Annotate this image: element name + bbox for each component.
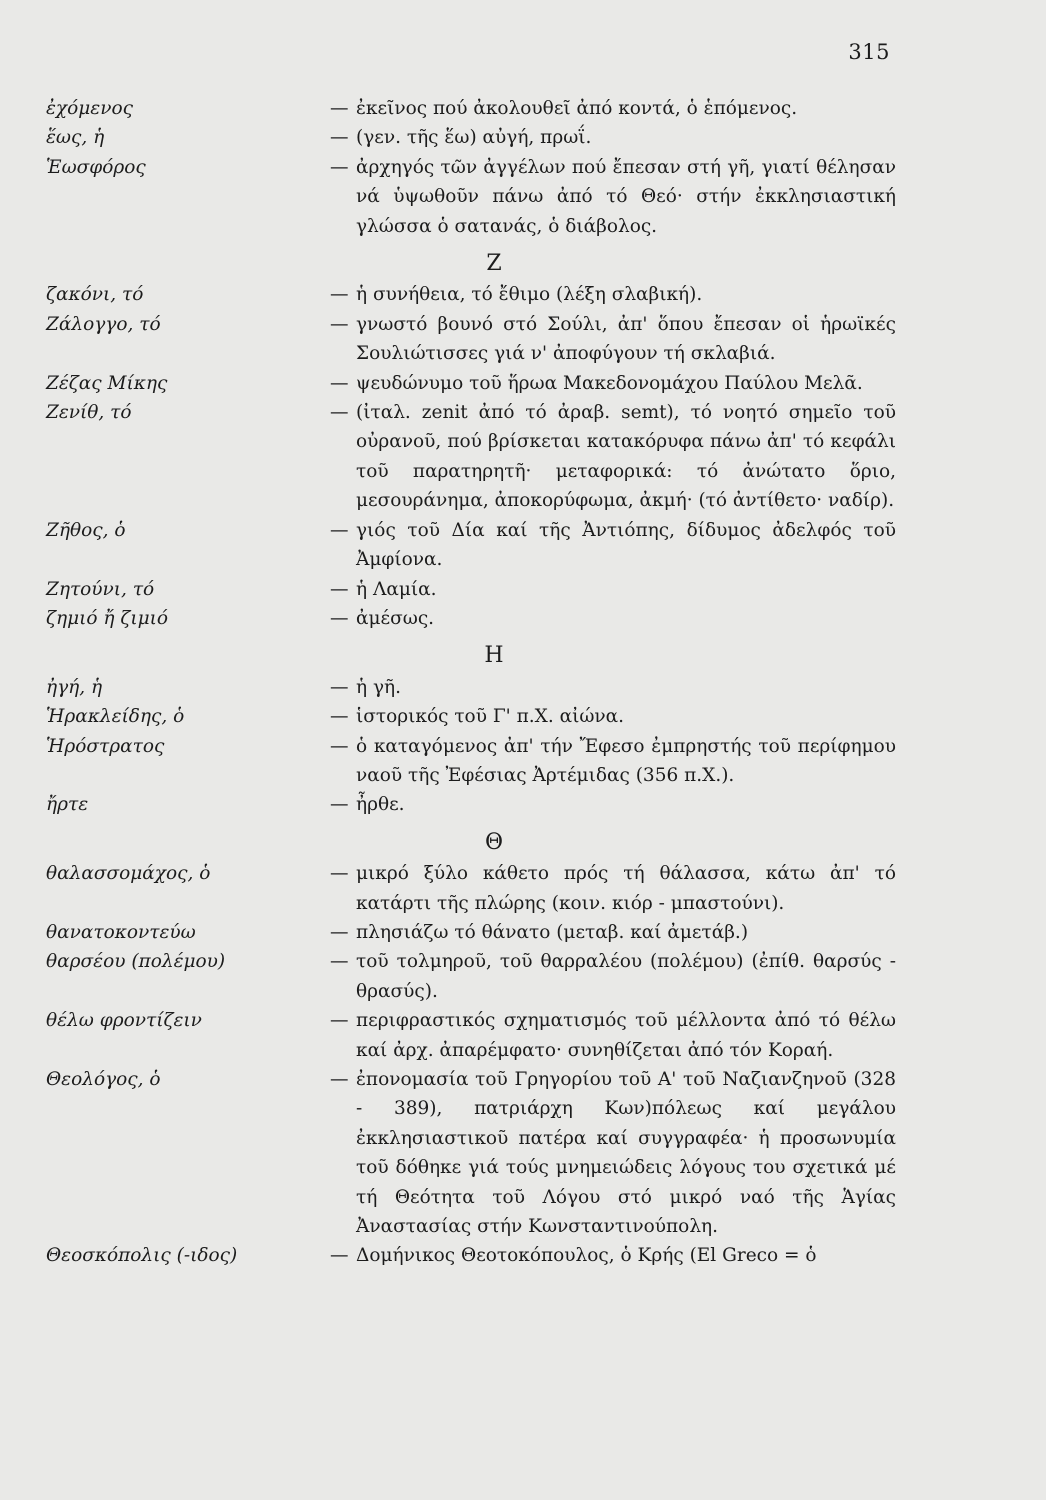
entry-term: Ἡρόστρατος bbox=[46, 735, 165, 757]
glossary-entry bbox=[46, 859, 896, 918]
entry-definition: ψευδώνυμο τοῦ ἥρωα Μακεδονομάχου Παύλου Μελᾶ. bbox=[356, 372, 863, 394]
entry-term: Θεοσκόπολις (-ιδος) bbox=[46, 1245, 238, 1267]
entry-term: ἤρτε bbox=[46, 794, 89, 816]
glossary-entry bbox=[46, 947, 896, 1006]
entry-definition: ἡ Λαμία. bbox=[356, 578, 437, 600]
entry-definition: (ἰταλ. zenit ἀπό τό ἀραβ. semt), τό νοητό σημεῖο τοῦ οὐρανοῦ, πού βρίσκεται κατακόρυφα πάνω ἀπ' τό κεφάλι τοῦ παρατηρητῆ· μεταφορικά: τό ἀνώτατο ὅριο, μεσουράνημα, ἀποκορύφωμα, ἀκμή· (τό ἀντίθετο· ναδίρ). bbox=[356, 402, 896, 512]
entry-dash: — bbox=[330, 1069, 349, 1090]
glossary-entries bbox=[46, 94, 896, 1271]
entry-term: ἕως, ἡ bbox=[46, 127, 105, 149]
entry-dash: — bbox=[330, 284, 349, 306]
entry-term: Ζενίθ, τό bbox=[46, 402, 132, 424]
entry-definition: περιφραστικός σχηματισμός τοῦ μέλλοντα ἀπό τό θέλω καί ἀρχ. ἀπαρέμφατο· συνηθίζεται ἀπό τόν Κοραή. bbox=[356, 1010, 896, 1061]
entry-definition: ἡ γῆ. bbox=[356, 676, 401, 698]
glossary-entry bbox=[46, 673, 896, 702]
entry-term: Ζάλογγο, τό bbox=[46, 313, 161, 335]
section-heading-theta: Θ bbox=[484, 829, 504, 855]
entry-definition: γιός τοῦ Δία καί τῆς Ἀντιόπης, δίδυμος ἀδελφός τοῦ Ἀμφίονα. bbox=[356, 519, 896, 571]
entry-definition: τοῦ τολμηροῦ, τοῦ θαρραλέου (πολέμου) (ἐπίθ. θαρσύς - θρασύς). bbox=[356, 951, 896, 1002]
glossary-entry bbox=[46, 94, 896, 123]
entry-definition: πλησιάζω τό θάνατο (μεταβ. καί ἀμετάβ.) bbox=[356, 921, 749, 943]
entry-dash: — bbox=[330, 863, 349, 885]
glossary-entry bbox=[46, 1065, 896, 1241]
entry-dash: — bbox=[330, 794, 349, 816]
entry-dash: — bbox=[330, 676, 349, 698]
entry-term: θανατοκοντεύω bbox=[46, 921, 196, 943]
entry-definition: μικρό ξύλο κάθετο πρός τή θάλασσα, κάτω ἀπ' τό κατάρτι τῆς πλώρης (κοιν. κιόρ - μπαστούνι). bbox=[356, 863, 896, 914]
entry-term: θαρσέου (πολέμου) bbox=[46, 951, 226, 973]
glossary-entry bbox=[46, 575, 896, 604]
entry-dash: — bbox=[330, 578, 349, 600]
glossary-entry bbox=[46, 732, 896, 791]
glossary-entry bbox=[46, 398, 896, 516]
entry-dash: — bbox=[330, 921, 349, 943]
glossary-entry bbox=[46, 280, 896, 309]
glossary-entry bbox=[46, 369, 896, 398]
entry-definition: γνωστό βουνό στό Σούλι, ἀπ' ὅπου ἔπεσαν οἱ ἡρωϊκές Σουλιώτισσες γιά ν' ἀποφύγουν τή σκλαβιά. bbox=[356, 313, 896, 365]
entry-dash: — bbox=[330, 951, 349, 973]
entry-dash: — bbox=[330, 1245, 349, 1267]
entry-dash: — bbox=[330, 706, 349, 728]
entry-term: Ζῆθος, ὁ bbox=[46, 519, 126, 541]
entry-term: Ζητούνι, τό bbox=[46, 578, 155, 600]
entry-definition: ἱστορικός τοῦ Γ' π.Χ. αἰώνα. bbox=[356, 706, 625, 728]
glossary-entry bbox=[46, 1006, 896, 1065]
page-number: 315 bbox=[848, 40, 890, 64]
entry-term: Ἡρακλείδης, ὁ bbox=[46, 706, 185, 728]
entry-dash: — bbox=[330, 519, 349, 541]
entry-definition: ἡ συνήθεια, τό ἔθιμο (λέξη σλαβική). bbox=[356, 284, 703, 306]
entry-definition: ἦρθε. bbox=[356, 794, 405, 816]
glossary-entry bbox=[46, 604, 896, 633]
glossary-entry bbox=[46, 702, 896, 731]
entry-dash: — bbox=[330, 1010, 349, 1032]
entry-term: Ἑωσφόρος bbox=[46, 156, 146, 178]
entry-term: Ζέζας Μίκης bbox=[46, 372, 168, 394]
entry-dash: — bbox=[330, 372, 349, 394]
glossary-entry bbox=[46, 310, 896, 369]
entry-definition: ἐκεῖνος πού ἀκολουθεῖ ἀπό κοντά, ὁ ἑπόμενος. bbox=[356, 98, 798, 119]
glossary-entry bbox=[46, 918, 896, 947]
entry-term: Θεολόγος, ὁ bbox=[46, 1069, 161, 1090]
entry-dash: — bbox=[330, 156, 349, 178]
entry-definition: ὁ καταγόμενος ἀπ' τήν Ἔφεσο ἐμπρηστής τοῦ περίφημου ναοῦ τῆς Ἐφέσιας Ἀρτέμιδας (356 π.Χ.). bbox=[356, 735, 896, 786]
entry-dash: — bbox=[330, 127, 349, 149]
entry-dash: — bbox=[330, 735, 349, 757]
section-heading-eta: Η bbox=[484, 643, 504, 669]
entry-definition: Δομήνικος Θεοτοκόπουλος, ὁ Κρής (El Greco = ὁ bbox=[356, 1245, 817, 1267]
entry-term: ζημιό ἤ ζιμιό bbox=[46, 607, 169, 629]
entry-dash: — bbox=[330, 402, 349, 424]
glossary-entry bbox=[46, 1241, 896, 1270]
glossary-entry bbox=[46, 123, 896, 152]
entry-dash: — bbox=[330, 313, 349, 335]
entry-dash: — bbox=[330, 607, 349, 629]
glossary-entry bbox=[46, 790, 896, 819]
entry-definition: ἐπονομασία τοῦ Γρηγορίου τοῦ Α' τοῦ Ναζιανζηνοῦ (328 - 389), πατριάρχη Κων)πόλεως καί μεγάλου ἐκκλησιαστικοῦ πατέρα καί συγγραφέα· ἡ προσωνυμία τοῦ δόθηκε γιά τούς μνημειώδεις λόγους του σχετικά μέ τή Θεότητα τοῦ Λόγου στό μικρό ναό τῆς Ἁγίας Ἀναστασίας στήν Κωνσταντινούπολη. bbox=[356, 1069, 896, 1238]
entry-term: θαλασσομάχος, ὁ bbox=[46, 863, 211, 885]
entry-term: ἐχόμενος bbox=[46, 98, 133, 119]
entry-definition: (γεν. τῆς ἕω) αὐγή, πρωΐ. bbox=[356, 127, 592, 149]
entry-dash: — bbox=[330, 98, 349, 119]
glossary-entry bbox=[46, 516, 896, 575]
entry-definition: ἀρχηγός τῶν ἀγγέλων πού ἔπεσαν στή γῆ, γιατί θέλησαν νά ὑψωθοῦν πάνω ἀπό τό Θεό· στήν ἐκκλησιαστική γλώσσα ὁ σατανάς, ὁ διάβολος. bbox=[356, 156, 896, 237]
glossary-entry bbox=[46, 153, 896, 241]
entry-term: ἠγή, ἡ bbox=[46, 676, 103, 698]
entry-definition: ἀμέσως. bbox=[356, 607, 435, 629]
entry-term: ζακόνι, τό bbox=[46, 284, 144, 306]
section-heading-z: Z bbox=[486, 251, 502, 277]
entry-term: θέλω φροντίζειν bbox=[46, 1010, 202, 1032]
